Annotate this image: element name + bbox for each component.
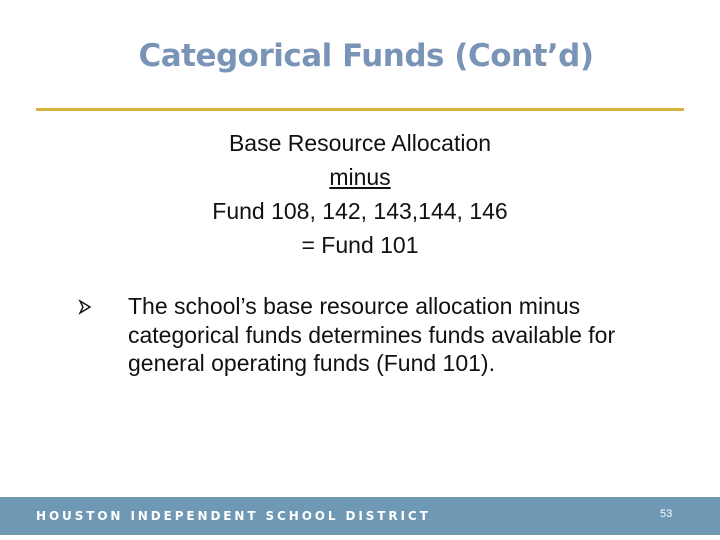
district-name: HOUSTON INDEPENDENT SCHOOL DISTRICT (36, 509, 431, 523)
title-divider (36, 108, 684, 111)
arrowhead-bullet-icon (78, 292, 92, 321)
bullet-text: The school’s base resource allocation minus categorical funds determines funds available for general operating funds (Fund 101). (128, 293, 616, 376)
page-number: 53 (660, 508, 673, 520)
equation-line-operator (0, 160, 720, 194)
equation-line-result: = Fund 101 (301, 232, 419, 258)
fund-equation (0, 126, 720, 262)
equation-line-funds: Fund 108, 142, 143,144, 146 (212, 198, 508, 224)
footer-band (0, 497, 720, 535)
equation-minus: minus (329, 164, 391, 190)
slide-title: Categorical Funds (Cont’d) (138, 38, 594, 74)
equation-line-base: Base Resource Allocation (228, 130, 492, 156)
bullet-item (106, 292, 626, 378)
